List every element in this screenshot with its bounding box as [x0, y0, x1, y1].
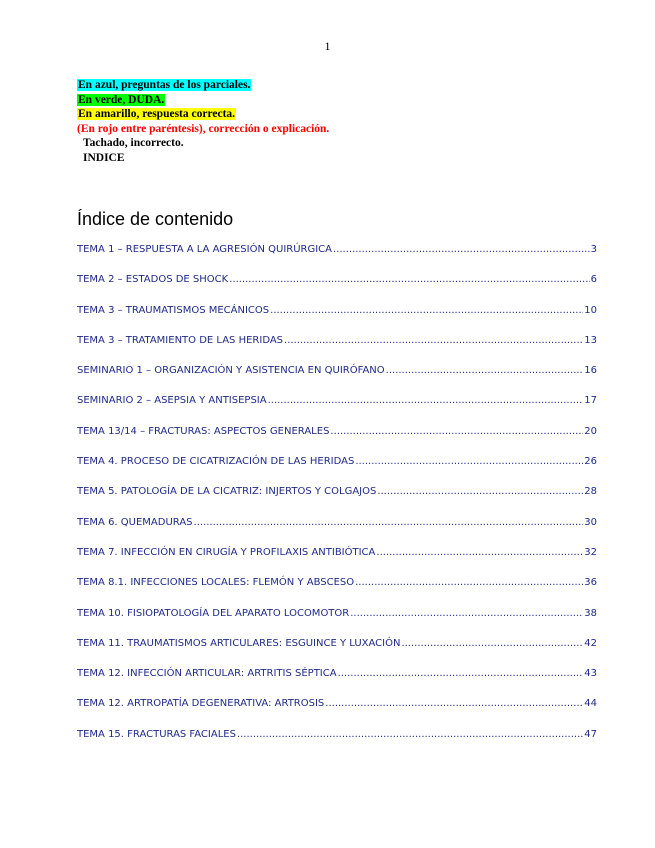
toc-entry[interactable]	[77, 577, 597, 607]
toc-leader	[325, 698, 583, 709]
toc-leader	[284, 335, 583, 346]
toc-entry-title[interactable]: TEMA 12. ARTROPATÍA DEGENERATIVA: ARTROSIS	[77, 698, 325, 710]
toc-entry-title[interactable]: TEMA 11. TRAUMATISMOS ARTICULARES: ESGUINCE Y LUXACIÓN	[77, 637, 401, 649]
legend-blue-line	[77, 78, 329, 93]
toc-entry-title[interactable]: TEMA 6. QUEMADURAS	[77, 516, 193, 528]
toc-entry-title[interactable]: TEMA 8.1. INFECCIONES LOCALES: FLEMÓN Y ABSCESO	[77, 577, 355, 589]
toc-entry-title[interactable]: TEMA 2 – ESTADOS DE SHOCK	[77, 274, 229, 286]
toc-entry-page[interactable]: 16	[584, 365, 597, 377]
toc-leader	[355, 456, 583, 467]
toc-entry-title[interactable]: SEMINARIO 2 – ASEPSIA Y ANTISEPSIA	[77, 395, 267, 407]
toc-entry[interactable]	[77, 305, 597, 335]
toc-entry[interactable]	[77, 274, 597, 304]
toc-entry-page[interactable]: 43	[584, 668, 597, 680]
toc-entry[interactable]	[77, 638, 597, 668]
legend-green-text: En verde, DUDA.	[78, 93, 165, 106]
toc-entry-page[interactable]: 42	[584, 637, 597, 649]
toc-leader	[350, 608, 583, 619]
toc-entry[interactable]	[77, 547, 597, 577]
toc-leader	[237, 729, 583, 740]
toc-leader	[377, 486, 583, 497]
toc-entry-page[interactable]: 6	[590, 274, 597, 286]
toc-entry-page[interactable]: 26	[584, 456, 597, 468]
toc-entry[interactable]	[77, 608, 597, 638]
toc-entry[interactable]	[77, 335, 597, 365]
toc-entry-page[interactable]: 47	[584, 728, 597, 740]
toc-entry-page[interactable]: 13	[584, 334, 597, 346]
toc-entry-page[interactable]: 36	[584, 577, 597, 589]
toc-leader	[330, 426, 583, 437]
toc-entry[interactable]	[77, 365, 597, 395]
toc-leader	[270, 305, 583, 316]
toc-leader	[194, 517, 584, 528]
toc-entry[interactable]	[77, 698, 597, 728]
legend-blue-text: En azul, preguntas de los parciales.	[78, 79, 251, 91]
legend-yellow-text: En amarillo, respuesta correcta.	[78, 108, 236, 120]
toc-leader	[268, 395, 584, 406]
toc-leader	[338, 668, 584, 679]
toc-leader	[401, 638, 583, 649]
toc-leader	[386, 365, 584, 376]
legend-red-text: (En rojo entre paréntesis), corrección o explicación.	[77, 122, 330, 135]
toc-entry-title[interactable]: TEMA 15. FRACTURAS FACIALES	[77, 728, 236, 740]
toc-leader	[376, 547, 583, 558]
toc-entry[interactable]	[77, 517, 597, 547]
toc-entry-page[interactable]: 20	[584, 425, 597, 437]
toc-entry[interactable]	[77, 426, 597, 456]
table-of-contents	[77, 244, 597, 759]
legend-green-line	[77, 93, 329, 108]
toc-heading: Índice de contenido	[77, 209, 234, 229]
toc-entry-title[interactable]: TEMA 13/14 – FRACTURAS: ASPECTOS GENERALES	[77, 425, 330, 437]
toc-entry[interactable]	[77, 395, 597, 425]
legend-strike-text: Tachado, incorrecto.	[83, 137, 184, 149]
toc-entry-page[interactable]: 44	[584, 698, 597, 710]
toc-entry-page[interactable]: 38	[584, 607, 597, 619]
toc-entry-page[interactable]: 30	[584, 516, 597, 528]
toc-entry-title[interactable]: TEMA 7. INFECCIÓN EN CIRUGÍA Y PROFILAXIS ANTIBIÓTICA	[77, 546, 376, 558]
toc-entry[interactable]	[77, 668, 597, 698]
toc-leader	[229, 274, 589, 285]
toc-entry-title[interactable]: TEMA 3 – TRATAMIENTO DE LAS HERIDAS	[77, 334, 284, 346]
toc-entry[interactable]	[77, 729, 597, 759]
toc-entry-page[interactable]: 10	[584, 304, 597, 316]
toc-entry-title[interactable]: TEMA 1 – RESPUESTA A LA AGRESIÓN QUIRÚRGICA	[77, 244, 332, 255]
toc-entry-title[interactable]: TEMA 10. FISIOPATOLOGÍA DEL APARATO LOCOMOTOR	[77, 607, 350, 619]
legend-yellow-line	[77, 107, 329, 122]
toc-entry[interactable]	[77, 244, 597, 274]
page-number: 1	[324, 39, 331, 53]
legend	[77, 78, 329, 165]
toc-entry[interactable]	[77, 486, 597, 516]
toc-entry-title[interactable]: TEMA 3 – TRAUMATISMOS MECÁNICOS	[77, 304, 270, 316]
toc-entry-title[interactable]: TEMA 4. PROCESO DE CICATRIZACIÓN DE LAS HERIDAS	[77, 456, 355, 468]
toc-entry-page[interactable]: 3	[590, 244, 597, 255]
toc-entry-title[interactable]: TEMA 12. INFECCIÓN ARTICULAR: ARTRITIS SÉPTICA	[77, 668, 337, 680]
toc-entry-page[interactable]: 28	[584, 486, 597, 498]
toc-leader	[355, 577, 583, 588]
toc-leader	[333, 244, 590, 255]
legend-indice-text: INDICE	[83, 151, 125, 164]
toc-entry-title[interactable]: TEMA 5. PATOLOGÍA DE LA CICATRIZ: INJERTOS Y COLGAJOS	[77, 486, 377, 498]
toc-entry-page[interactable]: 17	[584, 395, 597, 407]
toc-entry[interactable]	[77, 456, 597, 486]
toc-entry-page[interactable]: 32	[584, 546, 597, 558]
toc-entry-title[interactable]: SEMINARIO 1 – ORGANIZACIÓN Y ASISTENCIA EN QUIRÓFANO	[77, 365, 385, 377]
